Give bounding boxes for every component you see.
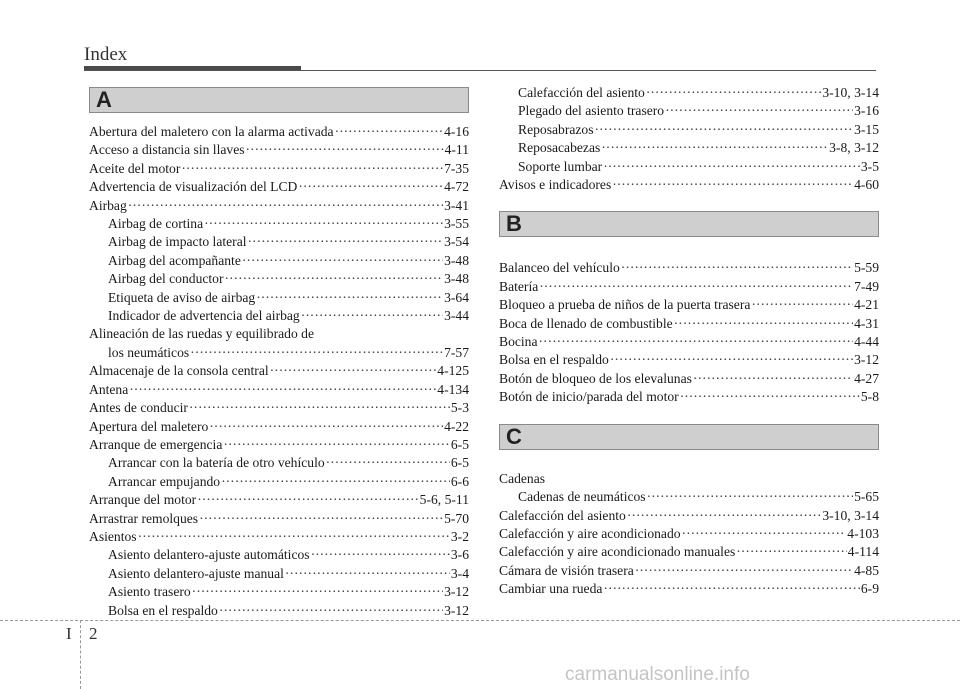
entry-term: Asiento delantero-ajuste automáticos	[108, 547, 310, 563]
entry-term: Soporte lumbar	[518, 158, 603, 174]
index-entry	[89, 215, 469, 233]
dot-leader	[646, 84, 822, 102]
entry-term: Bolsa en el respaldo	[108, 602, 218, 618]
dot-leader	[693, 370, 853, 388]
dot-leader	[209, 418, 443, 436]
entry-term: Antena	[89, 381, 129, 397]
entry-term: Bolsa en el respaldo	[499, 352, 609, 368]
dot-leader	[610, 351, 853, 369]
index-entry	[499, 470, 879, 488]
index-entry	[499, 259, 879, 277]
entry-term: Boca de llenado de combustible	[499, 315, 673, 331]
index-entry	[89, 510, 469, 528]
dot-leader	[539, 278, 853, 296]
entry-page-ref: 5-3	[450, 400, 469, 416]
entry-page-ref: 6-9	[860, 581, 879, 597]
entry-page-ref: 3-54	[444, 234, 469, 250]
entry-term: Advertencia de visualización del LCD	[89, 179, 298, 195]
entry-term: Asientos	[89, 528, 137, 544]
entry-term: Apertura del maletero	[89, 418, 209, 434]
entry-page-ref: 4-134	[437, 381, 469, 397]
index-entry	[499, 278, 879, 296]
index-entry	[89, 418, 469, 436]
index-entry	[89, 252, 469, 270]
entry-term: Reposacabezas	[518, 140, 601, 156]
entry-page-ref: 3-10, 3-14	[822, 507, 879, 523]
entry-term: Indicador de advertencia del airbag	[108, 308, 300, 324]
index-entries-a-continued	[499, 84, 879, 194]
dot-leader	[256, 289, 443, 307]
index-entry	[89, 436, 469, 454]
entry-page-ref: 3-12	[444, 602, 469, 618]
entry-page-ref: 3-44	[444, 308, 469, 324]
index-entry	[89, 546, 469, 564]
index-entry	[499, 176, 879, 194]
entry-page-ref: 3-16	[854, 103, 879, 119]
entry-page-ref: 3-4	[450, 565, 469, 581]
entry-page-ref: 4-125	[437, 363, 469, 379]
index-entry	[499, 507, 879, 525]
entry-term: Bloqueo a prueba de niños de la puerta trasera	[499, 297, 751, 313]
index-entry	[499, 158, 879, 176]
entry-page-ref: 3-2	[450, 528, 469, 544]
dot-leader	[129, 381, 436, 399]
dot-leader	[246, 141, 444, 159]
dot-leader	[242, 252, 443, 270]
index-entry	[89, 325, 469, 343]
entry-term: Arranque del motor	[89, 492, 197, 508]
entry-page-ref: 5-8	[860, 389, 879, 405]
entry-page-ref: 3-55	[444, 216, 469, 232]
dot-leader	[221, 473, 450, 491]
section-letter: A	[96, 87, 112, 112]
index-entry	[89, 123, 469, 141]
entry-page-ref: 3-5	[860, 158, 879, 174]
index-entry	[499, 296, 879, 314]
index-entries-a	[89, 123, 469, 620]
entry-term: Cadenas	[499, 470, 546, 486]
entry-term: Botón de inicio/parada del motor	[499, 389, 679, 405]
entry-page-ref: 4-72	[444, 179, 469, 195]
index-column-right	[499, 87, 879, 599]
index-entry	[499, 351, 879, 369]
entry-term: Arranque de emergencia	[89, 436, 223, 452]
entry-page-ref: 4-11	[444, 142, 469, 158]
dot-leader	[248, 233, 444, 251]
index-entry	[89, 362, 469, 380]
entry-term: Calefacción del asiento	[499, 507, 626, 523]
index-entry	[499, 525, 879, 543]
entry-page-ref: 4-27	[854, 370, 879, 386]
entry-page-ref: 7-49	[854, 278, 879, 294]
dot-leader	[301, 307, 443, 325]
dot-leader	[223, 436, 450, 454]
dot-leader	[621, 259, 853, 277]
dot-leader	[665, 102, 853, 120]
entry-term: Aceite del motor	[89, 160, 181, 176]
entry-page-ref: 4-31	[854, 315, 879, 331]
index-entry	[89, 307, 469, 325]
entry-term: Acceso a distancia sin llaves	[89, 142, 245, 158]
entry-page-ref: 5-6, 5-11	[419, 492, 469, 508]
entry-page-ref: 5-59	[854, 260, 879, 276]
entry-page-ref: 4-60	[854, 177, 879, 193]
dot-leader	[751, 296, 853, 314]
index-entry	[499, 102, 879, 120]
entry-term: Cadenas de neumáticos	[518, 489, 646, 505]
entry-page-ref: 4-44	[854, 334, 879, 350]
index-entry	[499, 333, 879, 351]
section-header-c	[499, 424, 879, 450]
entry-page-ref: 3-48	[444, 252, 469, 268]
entry-term: Bocina	[499, 334, 538, 350]
dot-leader	[298, 178, 443, 196]
dot-leader	[138, 528, 450, 546]
entry-term: Arrastrar remolques	[89, 510, 199, 526]
index-entry	[89, 565, 469, 583]
dot-leader	[736, 543, 847, 561]
dot-leader	[603, 580, 859, 598]
footer-section-letter: I	[66, 624, 72, 643]
page-number: 2	[89, 624, 98, 643]
dot-leader	[635, 562, 853, 580]
entry-page-ref: 4-21	[854, 297, 879, 313]
index-entry	[499, 370, 879, 388]
entry-term: Airbag de impacto lateral	[108, 234, 247, 250]
entry-term: Batería	[499, 278, 539, 294]
entry-term: Botón de bloqueo de los elevalunas	[499, 370, 692, 386]
index-entry	[499, 543, 879, 561]
entry-term: Reposabrazos	[518, 121, 594, 137]
dot-leader	[285, 565, 450, 583]
entry-page-ref: 3-41	[444, 197, 469, 213]
entry-term: Calefacción y aire acondicionado manuales	[499, 544, 736, 560]
dot-leader	[197, 491, 418, 509]
entry-term: Cámara de visión trasera	[499, 562, 634, 578]
dot-leader	[595, 121, 854, 139]
entry-term: Etiqueta de aviso de airbag	[108, 289, 256, 305]
dot-leader	[270, 362, 437, 380]
entry-page-ref: 4-16	[444, 124, 469, 139]
index-entry	[499, 388, 879, 406]
index-entry	[89, 381, 469, 399]
entry-page-ref: 3-15	[854, 121, 879, 137]
dot-leader	[204, 215, 443, 233]
dot-leader	[335, 123, 444, 141]
dot-leader	[219, 602, 443, 620]
index-entry	[89, 270, 469, 288]
entry-term: Airbag del conductor	[108, 271, 224, 287]
index-entry	[499, 315, 879, 333]
watermark: carmanualsonline.info	[565, 664, 750, 685]
index-entry	[89, 141, 469, 159]
entry-term: los neumáticos	[108, 344, 190, 360]
index-entry	[499, 139, 879, 157]
index-entry	[89, 602, 469, 620]
entry-term: Alineación de las ruedas y equilibrado de	[89, 326, 314, 342]
entry-page-ref: 3-12	[444, 584, 469, 600]
index-entry	[89, 583, 469, 601]
entry-page-ref: 6-6	[450, 473, 469, 489]
entry-page-ref: 5-70	[444, 510, 469, 526]
index-entry	[499, 562, 879, 580]
entry-term: Airbag	[89, 197, 127, 213]
index-entry	[89, 528, 469, 546]
entry-page-ref: 3-12	[854, 352, 879, 368]
entry-term: Calefacción y aire acondicionado	[499, 525, 681, 541]
index-entry	[89, 289, 469, 307]
dot-leader	[192, 583, 443, 601]
section-letter: C	[506, 423, 522, 449]
index-entry	[89, 160, 469, 178]
index-entry	[499, 580, 879, 598]
entry-page-ref: 6-5	[450, 455, 469, 471]
entry-term: Calefacción del asiento	[518, 85, 645, 100]
entry-term: Cambiar una rueda	[499, 581, 603, 597]
dot-leader	[647, 488, 853, 506]
index-entry	[89, 454, 469, 472]
index-entry	[89, 473, 469, 491]
index-entry	[499, 488, 879, 506]
dot-leader	[680, 388, 860, 406]
dot-leader	[326, 454, 450, 472]
dot-leader	[539, 333, 854, 351]
entry-term: Airbag del acompañante	[108, 252, 241, 268]
dot-leader	[311, 546, 450, 564]
index-entry	[89, 178, 469, 196]
dot-leader	[181, 160, 443, 178]
entry-term: Avisos e indicadores	[499, 177, 612, 193]
dot-leader	[189, 399, 450, 417]
dot-leader	[674, 315, 853, 333]
dot-leader	[682, 525, 847, 543]
entry-page-ref: 6-5	[450, 436, 469, 452]
entry-term: Asiento trasero	[108, 584, 191, 600]
entry-page-ref: 3-10, 3-14	[822, 85, 879, 100]
entry-page-ref: 3-48	[444, 271, 469, 287]
entry-page-ref: 3-6	[450, 547, 469, 563]
index-entries-b	[499, 259, 879, 406]
entry-page-ref: 4-103	[847, 525, 879, 541]
entry-term: Arrancar empujando	[108, 473, 221, 489]
entry-page-ref: 3-64	[444, 289, 469, 305]
index-entry	[89, 344, 469, 362]
entry-page-ref: 4-85	[854, 562, 879, 578]
entry-page-ref: 7-57	[444, 344, 469, 360]
page-title: Index	[84, 44, 128, 65]
index-entry	[89, 233, 469, 251]
index-entry	[89, 399, 469, 417]
index-column-left	[89, 87, 469, 620]
dot-leader	[190, 344, 443, 362]
entry-term: Asiento delantero-ajuste manual	[108, 565, 284, 581]
entry-term: Plegado del asiento trasero	[518, 103, 665, 119]
entry-term: Abertura del maletero con la alarma activada	[89, 124, 334, 139]
entry-page-ref: 3-8, 3-12	[829, 140, 879, 156]
entry-term: Arrancar con la batería de otro vehículo	[108, 455, 325, 471]
header-rule	[84, 70, 876, 71]
entry-page-ref: 7-35	[444, 160, 469, 176]
entry-term: Balanceo del vehículo	[499, 260, 620, 276]
section-header-a	[89, 87, 469, 113]
footer-divider	[80, 620, 81, 689]
index-entry	[499, 84, 879, 102]
entry-term: Antes de conducir	[89, 400, 188, 416]
entry-page-ref: 5-65	[854, 489, 879, 505]
dot-leader	[612, 176, 853, 194]
index-entry	[499, 121, 879, 139]
dot-leader	[603, 158, 860, 176]
dot-leader	[225, 270, 444, 288]
entry-page-ref: 4-114	[847, 544, 879, 560]
dot-leader	[128, 197, 443, 215]
index-entry	[89, 197, 469, 215]
dot-leader	[199, 510, 443, 528]
dot-leader	[627, 507, 822, 525]
footer-rule	[0, 620, 960, 621]
entry-term: Almacenaje de la consola central	[89, 363, 269, 379]
entry-term: Airbag de cortina	[108, 216, 204, 232]
section-header-b	[499, 211, 879, 237]
dot-leader	[601, 139, 828, 157]
section-letter: B	[506, 211, 522, 237]
index-entries-c	[499, 470, 879, 599]
entry-page-ref: 4-22	[444, 418, 469, 434]
index-entry	[89, 491, 469, 509]
